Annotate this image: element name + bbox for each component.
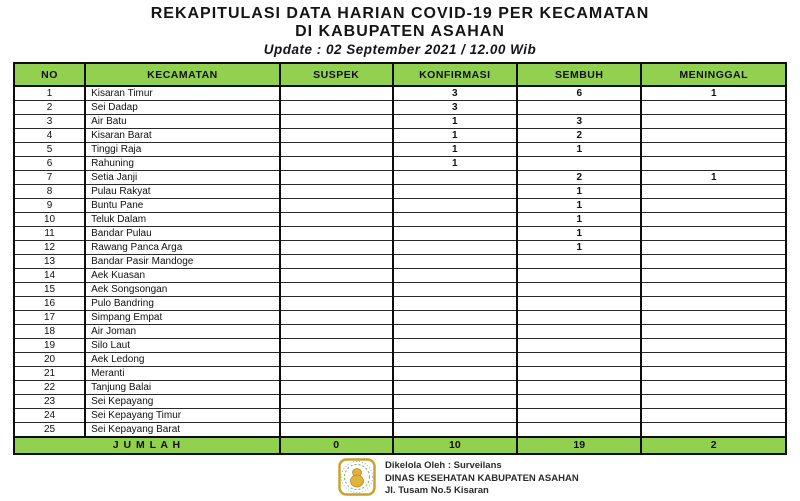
cell-sembuh: 1 xyxy=(517,143,641,157)
total-suspek: 0 xyxy=(280,437,393,454)
cell-meninggal xyxy=(641,283,786,297)
cell-sembuh: 2 xyxy=(517,171,641,185)
total-row xyxy=(14,437,786,454)
cell-suspek xyxy=(280,381,393,395)
cell-kecamatan: Rawang Panca Arga xyxy=(85,241,280,255)
cell-kecamatan: Meranti xyxy=(85,367,280,381)
cell-meninggal xyxy=(641,129,786,143)
cell-sembuh: 1 xyxy=(517,227,641,241)
table-row xyxy=(14,86,786,101)
cell-sembuh xyxy=(517,325,641,339)
cell-kecamatan: Sei Kepayang xyxy=(85,395,280,409)
table-row xyxy=(14,381,786,395)
covid-table-body xyxy=(14,86,786,437)
table-row xyxy=(14,185,786,199)
cell-konfirmasi: 1 xyxy=(393,115,517,129)
cell-konfirmasi xyxy=(393,241,517,255)
table-row xyxy=(14,367,786,381)
cell-sembuh xyxy=(517,255,641,269)
cell-no: 20 xyxy=(14,353,85,367)
cell-meninggal xyxy=(641,381,786,395)
cell-no: 8 xyxy=(14,185,85,199)
cell-kecamatan: Buntu Pane xyxy=(85,199,280,213)
cell-kecamatan: Bandar Pasir Mandoge xyxy=(85,255,280,269)
table-row xyxy=(14,143,786,157)
cell-no: 19 xyxy=(14,339,85,353)
cell-no: 11 xyxy=(14,227,85,241)
report-title-line2: DI KABUPATEN ASAHAN xyxy=(295,23,505,40)
cell-konfirmasi xyxy=(393,353,517,367)
cell-meninggal xyxy=(641,311,786,325)
cell-konfirmasi xyxy=(393,325,517,339)
cell-no: 7 xyxy=(14,171,85,185)
table-header-row xyxy=(14,63,786,86)
total-meninggal: 2 xyxy=(641,437,786,454)
total-sembuh: 19 xyxy=(517,437,641,454)
footer-agency: DINAS KESEHATAN KABUPATEN ASAHAN xyxy=(385,472,579,484)
table-row xyxy=(14,395,786,409)
cell-meninggal xyxy=(641,269,786,283)
table-row xyxy=(14,115,786,129)
cell-no: 5 xyxy=(14,143,85,157)
cell-meninggal xyxy=(641,115,786,129)
cell-meninggal xyxy=(641,241,786,255)
cell-no: 10 xyxy=(14,213,85,227)
cell-kecamatan: Setia Janji xyxy=(85,171,280,185)
cell-suspek xyxy=(280,423,393,438)
cell-konfirmasi xyxy=(393,297,517,311)
cell-meninggal xyxy=(641,423,786,438)
table-row xyxy=(14,409,786,423)
report-header xyxy=(0,0,800,58)
cell-sembuh: 6 xyxy=(517,86,641,101)
cell-konfirmasi xyxy=(393,185,517,199)
cell-konfirmasi xyxy=(393,213,517,227)
cell-meninggal xyxy=(641,199,786,213)
cell-konfirmasi xyxy=(393,409,517,423)
table-row xyxy=(14,101,786,115)
covid-recap-table xyxy=(13,62,787,455)
cell-konfirmasi xyxy=(393,311,517,325)
cell-meninggal xyxy=(641,339,786,353)
table-row xyxy=(14,283,786,297)
cell-meninggal xyxy=(641,297,786,311)
cell-no: 25 xyxy=(14,423,85,438)
cell-suspek xyxy=(280,157,393,171)
table-row xyxy=(14,297,786,311)
cell-konfirmasi xyxy=(393,255,517,269)
header-sembuh: SEMBUH xyxy=(517,63,641,86)
cell-sembuh xyxy=(517,353,641,367)
table-row xyxy=(14,129,786,143)
cell-kecamatan: Simpang Empat xyxy=(85,311,280,325)
cell-suspek xyxy=(280,227,393,241)
footer-address: Jl. Tusam No.5 Kisaran xyxy=(385,485,489,496)
cell-no: 22 xyxy=(14,381,85,395)
cell-meninggal xyxy=(641,325,786,339)
table-row xyxy=(14,339,786,353)
cell-suspek xyxy=(280,255,393,269)
cell-meninggal xyxy=(641,227,786,241)
cell-konfirmasi: 1 xyxy=(393,129,517,143)
cell-suspek xyxy=(280,269,393,283)
cell-kecamatan: Pulau Rakyat xyxy=(85,185,280,199)
cell-no: 18 xyxy=(14,325,85,339)
cell-suspek xyxy=(280,367,393,381)
cell-konfirmasi xyxy=(393,199,517,213)
report-update-date: Update : 02 September 2021 / 12.00 Wib xyxy=(263,42,537,57)
cell-meninggal xyxy=(641,185,786,199)
cell-suspek xyxy=(280,86,393,101)
total-konfirmasi: 10 xyxy=(393,437,517,454)
cell-sembuh: 3 xyxy=(517,115,641,129)
cell-kecamatan: Teluk Dalam xyxy=(85,213,280,227)
cell-konfirmasi: 3 xyxy=(393,101,517,115)
table-row xyxy=(14,255,786,269)
cell-suspek xyxy=(280,297,393,311)
table-row xyxy=(14,157,786,171)
cell-kecamatan: Aek Kuasan xyxy=(85,269,280,283)
cell-konfirmasi: 3 xyxy=(393,86,517,101)
cell-meninggal: 1 xyxy=(641,171,786,185)
cell-suspek xyxy=(280,241,393,255)
cell-konfirmasi xyxy=(393,423,517,438)
cell-sembuh xyxy=(517,339,641,353)
cell-konfirmasi xyxy=(393,283,517,297)
cell-suspek xyxy=(280,353,393,367)
cell-meninggal xyxy=(641,255,786,269)
cell-no: 24 xyxy=(14,409,85,423)
cell-kecamatan: Kisaran Barat xyxy=(85,129,280,143)
table-row xyxy=(14,325,786,339)
cell-sembuh xyxy=(517,367,641,381)
cell-meninggal xyxy=(641,213,786,227)
cell-konfirmasi xyxy=(393,381,517,395)
table-row xyxy=(14,199,786,213)
cell-sembuh xyxy=(517,395,641,409)
cell-suspek xyxy=(280,143,393,157)
cell-no: 23 xyxy=(14,395,85,409)
cell-suspek xyxy=(280,185,393,199)
cell-kecamatan: Air Batu xyxy=(85,115,280,129)
cell-kecamatan: Sei Dadap xyxy=(85,101,280,115)
cell-meninggal xyxy=(641,353,786,367)
cell-no: 1 xyxy=(14,86,85,101)
cell-suspek xyxy=(280,283,393,297)
cell-no: 15 xyxy=(14,283,85,297)
cell-sembuh xyxy=(517,423,641,438)
cell-sembuh xyxy=(517,269,641,283)
table-row xyxy=(14,171,786,185)
cell-no: 9 xyxy=(14,199,85,213)
cell-kecamatan: Tanjung Balai xyxy=(85,381,280,395)
header-meninggal: MENINGGAL xyxy=(641,63,786,86)
cell-konfirmasi xyxy=(393,395,517,409)
cell-meninggal xyxy=(641,367,786,381)
report-title-line1: REKAPITULASI DATA HARIAN COVID-19 PER KECAMATAN xyxy=(150,5,650,22)
cell-meninggal xyxy=(641,409,786,423)
cell-kecamatan: Bandar Pulau xyxy=(85,227,280,241)
cell-meninggal xyxy=(641,157,786,171)
report-footer xyxy=(338,458,579,501)
cell-kecamatan: Tinggi Raja xyxy=(85,143,280,157)
cell-konfirmasi: 1 xyxy=(393,143,517,157)
cell-suspek xyxy=(280,311,393,325)
cell-sembuh: 1 xyxy=(517,199,641,213)
cell-kecamatan: Pulo Bandring xyxy=(85,297,280,311)
table-row xyxy=(14,241,786,255)
cell-konfirmasi xyxy=(393,339,517,353)
cell-no: 21 xyxy=(14,367,85,381)
cell-no: 14 xyxy=(14,269,85,283)
cell-no: 3 xyxy=(14,115,85,129)
cell-kecamatan: Aek Ledong xyxy=(85,353,280,367)
cell-meninggal xyxy=(641,143,786,157)
cell-kecamatan: Sei Kepayang Timur xyxy=(85,409,280,423)
header-konfirmasi: KONFIRMASI xyxy=(393,63,517,86)
cell-konfirmasi xyxy=(393,227,517,241)
table-row xyxy=(14,269,786,283)
table-row xyxy=(14,423,786,438)
header-no: NO xyxy=(14,63,85,86)
cell-sembuh xyxy=(517,381,641,395)
cell-konfirmasi xyxy=(393,171,517,185)
table-row xyxy=(14,353,786,367)
cell-suspek xyxy=(280,395,393,409)
cell-suspek xyxy=(280,129,393,143)
table-row xyxy=(14,213,786,227)
cell-suspek xyxy=(280,213,393,227)
cell-no: 12 xyxy=(14,241,85,255)
cell-kecamatan: Aek Songsongan xyxy=(85,283,280,297)
cell-konfirmasi xyxy=(393,367,517,381)
cell-no: 6 xyxy=(14,157,85,171)
cell-konfirmasi xyxy=(393,269,517,283)
cell-kecamatan: Silo Laut xyxy=(85,339,280,353)
cell-no: 16 xyxy=(14,297,85,311)
cell-sembuh xyxy=(517,101,641,115)
cell-sembuh: 1 xyxy=(517,185,641,199)
cell-no: 2 xyxy=(14,101,85,115)
cell-kecamatan: Rahuning xyxy=(85,157,280,171)
table-row xyxy=(14,311,786,325)
cell-suspek xyxy=(280,171,393,185)
cell-suspek xyxy=(280,101,393,115)
cell-suspek xyxy=(280,325,393,339)
total-label: J U M L A H xyxy=(14,437,280,454)
cell-suspek xyxy=(280,339,393,353)
header-kecamatan: KECAMATAN xyxy=(85,63,280,86)
cell-sembuh: 2 xyxy=(517,129,641,143)
cell-no: 4 xyxy=(14,129,85,143)
cell-kecamatan: Air Joman xyxy=(85,325,280,339)
cell-sembuh: 1 xyxy=(517,213,641,227)
cell-sembuh xyxy=(517,157,641,171)
cell-sembuh: 1 xyxy=(517,241,641,255)
cell-sembuh xyxy=(517,311,641,325)
cell-suspek xyxy=(280,409,393,423)
cell-sembuh xyxy=(517,283,641,297)
cell-sembuh xyxy=(517,297,641,311)
table-row xyxy=(14,227,786,241)
cell-sembuh xyxy=(517,409,641,423)
cell-suspek xyxy=(280,199,393,213)
cell-meninggal xyxy=(641,101,786,115)
cell-no: 13 xyxy=(14,255,85,269)
cell-meninggal xyxy=(641,395,786,409)
cell-no: 17 xyxy=(14,311,85,325)
cell-konfirmasi: 1 xyxy=(393,157,517,171)
cell-kecamatan: Sei Kepayang Barat xyxy=(85,423,280,438)
footer-managed-by: Dikelola Oleh : Surveilans xyxy=(385,460,502,471)
cell-meninggal: 1 xyxy=(641,86,786,101)
header-suspek: SUSPEK xyxy=(280,63,393,86)
asahan-seal-icon xyxy=(338,458,376,501)
cell-kecamatan: Kisaran Timur xyxy=(85,86,280,101)
cell-suspek xyxy=(280,115,393,129)
